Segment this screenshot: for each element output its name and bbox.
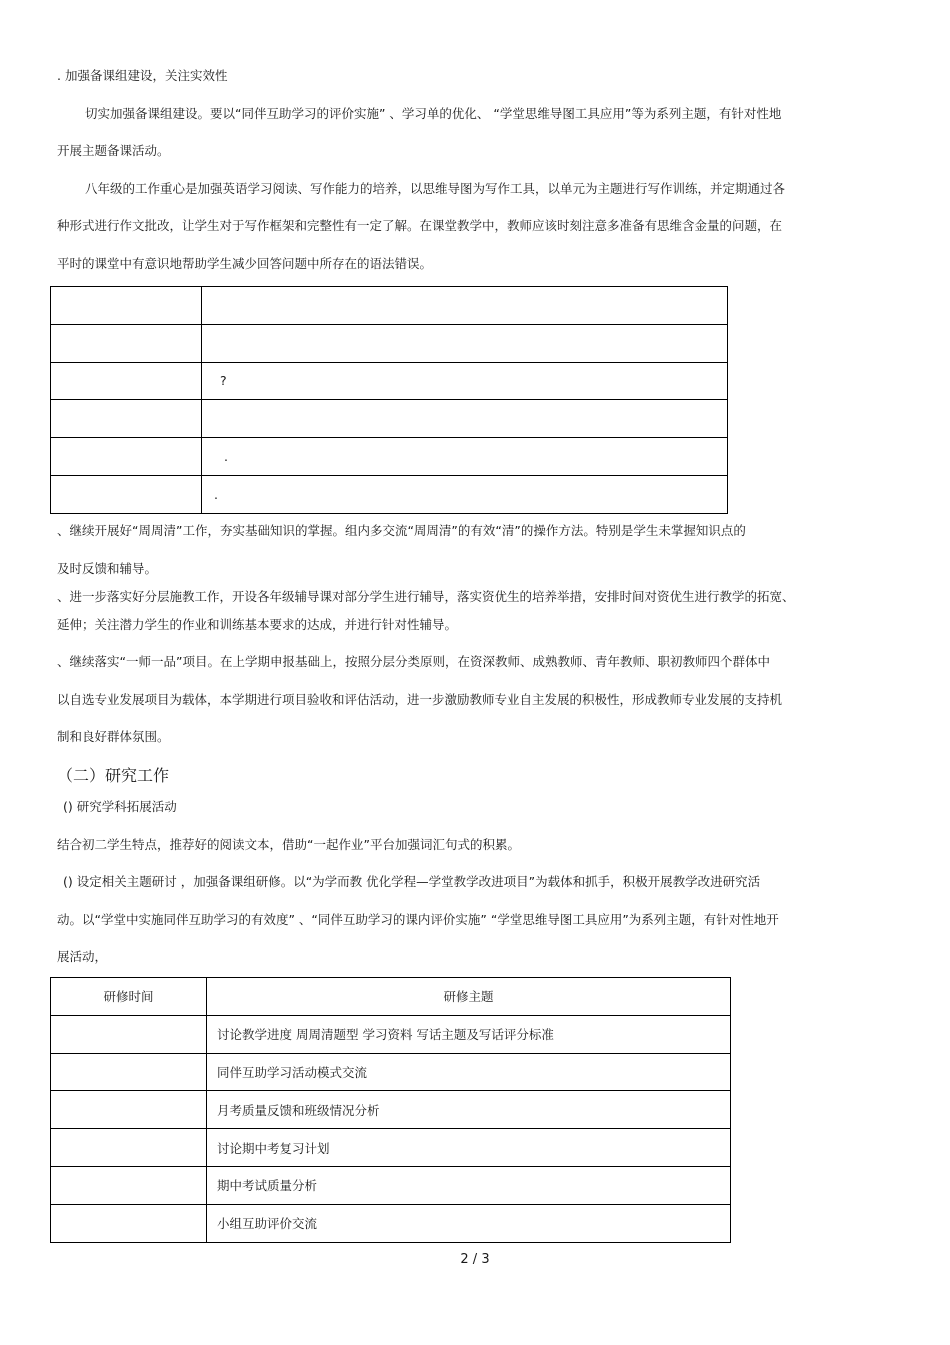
paragraph-line: 动。以“学堂中实施同伴互助学习的有效度” 、“同伴互助学习的课内评价实施” “学堂思维导图工具应用”为系列主题，有针对性地开: [57, 912, 779, 927]
section-heading: . 加强备课组建设，关注实效性: [57, 68, 228, 83]
table-cell: 期中考试质量分析: [207, 1166, 731, 1204]
table-cell: [51, 438, 202, 476]
table-cell: 讨论教学进度 周周清题型 学习资料 写话主题及写话评分标准: [207, 1015, 731, 1053]
table-row: [51, 1053, 731, 1091]
table-cell: [51, 1204, 207, 1242]
table-cell: [51, 1091, 207, 1129]
table-cell: [51, 1053, 207, 1091]
table-cell: 小组互助评价交流: [207, 1204, 731, 1242]
paragraph-line: 结合初二学生特点，推荐好的阅读文本，借助“一起作业”平台加强词汇句式的积累。: [57, 837, 520, 852]
table-row: [51, 324, 728, 362]
table-row: [51, 1166, 731, 1204]
table-row: [51, 1129, 731, 1167]
column-header-time: 研修时间: [51, 978, 207, 1016]
table-cell: 月考质量反馈和班级情况分析: [207, 1091, 731, 1129]
table-cell: [51, 475, 202, 513]
table-cell: [51, 1015, 207, 1053]
list-item-line: 延伸；关注潜力学生的作业和训练基本要求的达成，并进行针对性辅导。: [57, 617, 458, 632]
table-cell: ?: [202, 362, 728, 400]
table-row: [51, 362, 728, 400]
list-item-line: 、继续开展好“周周清”工作，夯实基础知识的掌握。组内多交流“周周清”的有效“清”的操作方法。特别是学生未掌握知识点的: [57, 523, 746, 538]
table-header-row: [51, 978, 731, 1016]
table-cell: [202, 400, 728, 438]
paragraph-line: 平时的课堂中有意识地帮助学生减少回答问题中所存在的语法错误。: [57, 256, 433, 271]
table-cell: .: [202, 438, 728, 476]
table-cell: [51, 1129, 207, 1167]
plan-table: [50, 286, 728, 514]
subsection-heading: （二）研究工作: [57, 766, 170, 785]
list-item-line: 、进一步落实好分层施教工作，开设各年级辅导课对部分学生进行辅导，落实资优生的培养举措，安排时间对资优生进行教学的拓宽、: [57, 589, 795, 604]
paragraph-line: 切实加强备课组建设。要以“同伴互助学习的评价实施” 、学习单的优化、 “学堂思维导图工具应用”等为系列主题，有针对性地: [85, 106, 782, 121]
list-item-line: 以自选专业发展项目为载体，本学期进行项目验收和评估活动，进一步激励教师专业自主发展的积极性，形成教师专业发展的支持机: [57, 692, 783, 707]
sub-heading: () 研究学科拓展活动: [63, 799, 177, 814]
table-cell: [51, 400, 202, 438]
table-cell: 讨论期中考复习计划: [207, 1129, 731, 1167]
table-row: [51, 1015, 731, 1053]
table-row: [51, 475, 728, 513]
table-cell: 同伴互助学习活动模式交流: [207, 1053, 731, 1091]
paragraph-line: 八年级的工作重心是加强英语学习阅读、写作能力的培养，以思维导图为写作工具，以单元为主题进行写作训练，并定期通过各: [85, 181, 786, 196]
paragraph-line: 展活动，: [57, 949, 108, 964]
page-number: 2 / 3: [460, 1252, 490, 1267]
list-item-line: 、继续落实“一师一品”项目。在上学期申报基础上，按照分层分类原则，在资深教师、成熟教师、青年教师、职初教师四个群体中: [57, 654, 770, 669]
table-cell: [51, 362, 202, 400]
table-cell: [51, 287, 202, 325]
paragraph-line: () 设定相关主题研讨 ，加强备课组研修。以“为学而教 优化学程—学堂教学改进项目”为载体和抓手，积极开展教学改进研究活: [63, 874, 761, 889]
paragraph-line: 开展主题备课活动。: [57, 143, 170, 158]
list-item-line: 及时反馈和辅导。: [57, 561, 158, 576]
table-cell: .: [202, 475, 728, 513]
table-cell: [202, 324, 728, 362]
research-schedule-table: [50, 977, 731, 1243]
table-row: [51, 1204, 731, 1242]
table-row: [51, 287, 728, 325]
table-row: [51, 438, 728, 476]
table-cell: [51, 324, 202, 362]
table-cell: [51, 1166, 207, 1204]
table-cell: [202, 287, 728, 325]
list-item-line: 制和良好群体氛围。: [57, 729, 170, 744]
paragraph-line: 种形式进行作文批改，让学生对于写作框架和完整性有一定了解。在课堂教学中，教师应该时刻注意多准备有思维含金量的问题，在: [57, 218, 783, 233]
table-row: [51, 400, 728, 438]
column-header-topic: 研修主题: [207, 978, 731, 1016]
table-row: [51, 1091, 731, 1129]
